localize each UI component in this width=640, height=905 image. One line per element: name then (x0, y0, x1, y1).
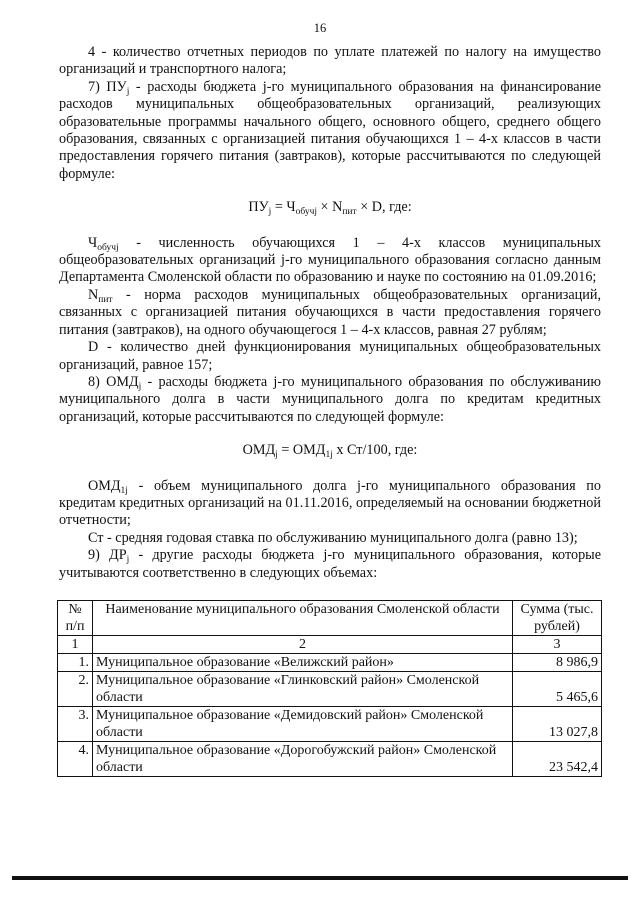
scan-edge-bar (12, 876, 628, 880)
expenses-table (57, 600, 602, 777)
formula-pu: $ПУ_j = Ч_{обучj} \times N_{пит} \times D$, где: (248, 199, 412, 218)
row-sum: 8 986,9 (513, 653, 602, 671)
colnum-3: 3 (513, 635, 602, 653)
paragraph-item-9: 9) $ДР_j$ - другие расходы бюджета j-го муниципального образования, которые учитываются соответственно в следующих объемах: (59, 547, 601, 581)
definition-norm: $N_{пит}$ - норма расходов муниципальных общеобразовательных организаций, связанных с организацией питания обучающихся в части предоставления горячего питания (завтраков), на одного обучающегося 1 – 4-х классов, равная 27 рублям; (59, 286, 601, 338)
table-row (58, 671, 602, 706)
table-colnum-row (58, 635, 602, 653)
colnum-2: 2 (93, 635, 513, 653)
definition-days: D - количество дней функционирования муниципальных общеобразовательных организаций, равное 157; (59, 339, 601, 373)
table-row (58, 653, 602, 671)
paragraph-item-7: 7) $ПУ_j$ - расходы бюджета j-го муниципального образования на финансирование расходов муниципальных общеобразовательных организаций, реализующих образовательные программы начального общего, основного общего, среднего общего образования, связанных с организацией питания обучающихся 1 – 4-х классов в части предоставления горячего питания (завтраков), которые рассчитываются по следующей формуле: (59, 78, 602, 182)
header-num: № п/п (58, 600, 93, 635)
definition-debt: $ОМД_{1j}$ - объем муниципального долга j-го муниципального образования по кредитам кредитных организаций на 01.11.2016, определяемый на основании бюджетной отчетности; (59, 477, 601, 529)
row-num: 4. (58, 741, 93, 776)
row-name: Муниципальное образование «Глинковский район» Смоленской области (93, 671, 513, 706)
row-sum: 5 465,6 (513, 671, 602, 706)
row-name: Муниципальное образование «Дорогобужский район» Смоленской области (93, 741, 513, 776)
page-number: 16 (313, 21, 327, 35)
paragraph-item-8: 8) $ОМД_j$ - расходы бюджета j-го муниципального образования по обслуживанию муниципального долга в части муниципального долга по кредитам кредитных организаций, которые рассчитываются по следующей формуле: (59, 373, 602, 425)
table-header-row (58, 600, 602, 635)
document-body (59, 44, 601, 777)
definition-pupils: $Ч_{обучj}$ - численность обучающихся 1 – 4-х классов муниципальных общеобразовательных организаций j-го муниципального образования согласно данным Департамента Смоленской области по образованию и науке по состоянию на 01.09.2016; (59, 234, 601, 286)
row-num: 1. (58, 653, 93, 671)
row-sum: 13 027,8 (513, 706, 602, 741)
formula-omd: $ОМД_j = ОМД_{1j}$ x Ст/100, где: (242, 442, 418, 461)
row-name: Муниципальное образование «Демидовский район» Смоленской области (93, 706, 513, 741)
header-sum: Сумма (тыс. рублей) (513, 600, 602, 635)
paragraph-periods: 4 - количество отчетных периодов по уплате платежей по налогу на имущество организаций и транспортного налога; (59, 44, 601, 78)
row-num: 2. (58, 671, 93, 706)
table-row (58, 741, 602, 776)
row-sum: 23 542,4 (513, 741, 602, 776)
table-row (58, 706, 602, 741)
definition-rate: Ст - средняя годовая ставка по обслуживанию муниципального долга (равно 13); (88, 529, 578, 546)
row-num: 3. (58, 706, 93, 741)
colnum-1: 1 (58, 635, 93, 653)
row-name: Муниципальное образование «Велижский район» (93, 653, 513, 671)
header-name: Наименование муниципального образования Смоленской области (93, 600, 513, 635)
